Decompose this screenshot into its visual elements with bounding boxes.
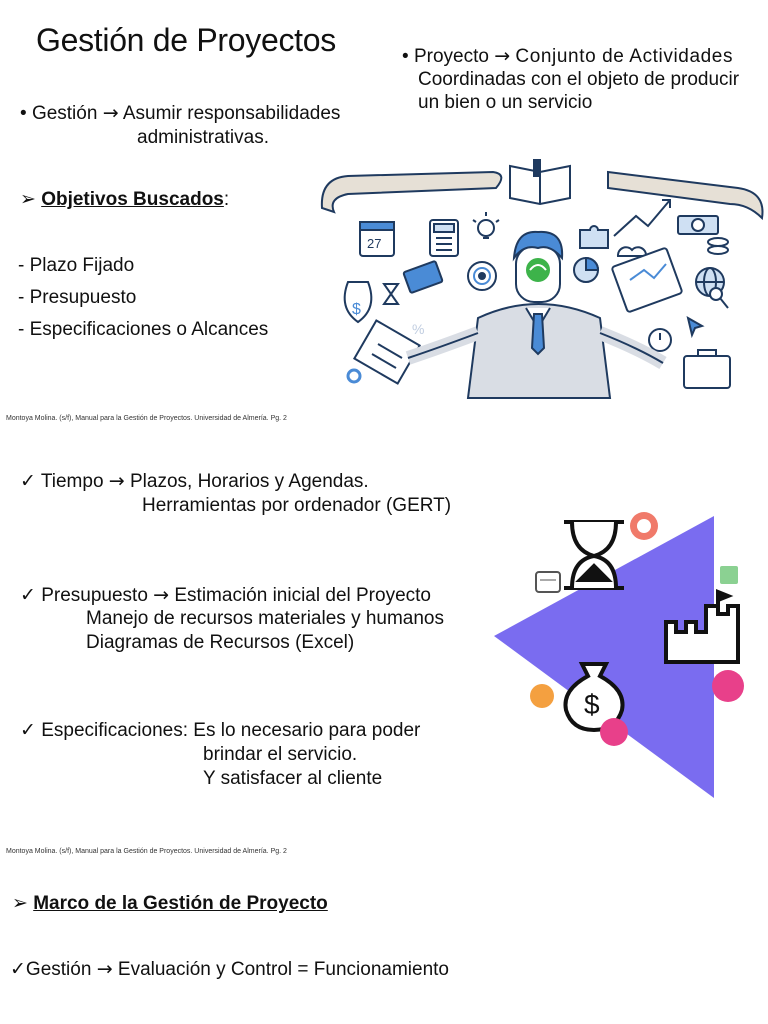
ribbon-left-icon: [322, 172, 501, 212]
gestion-control-item: [10, 957, 449, 982]
proyecto-def-line2: Coordinadas con el objeto de producir: [418, 69, 740, 90]
calendar-icon: [360, 222, 394, 256]
cloud-icon: [618, 247, 646, 256]
bullet: •: [20, 103, 27, 124]
gestion-control-def: Evaluación y Control = Funcionamiento: [117, 959, 449, 980]
tiempo-term: Tiempo: [40, 471, 104, 492]
objetivos-heading: [20, 188, 229, 212]
objetivos-item-label: Especificaciones o Alcances: [29, 319, 269, 340]
objetivos-item-label: Plazo Fijado: [29, 255, 135, 276]
manager-illustration: [318, 158, 768, 398]
dash: -: [18, 287, 25, 308]
dollar-bill-icon: [403, 261, 442, 293]
gestion-term: Gestión: [25, 959, 92, 980]
objetivos-item: [18, 254, 134, 278]
stopwatch-icon: [649, 329, 671, 351]
objetivos-item: [18, 318, 268, 342]
gestion-def-line2: administrativas.: [137, 127, 269, 148]
objetivos-item-label: Presupuesto: [29, 287, 137, 308]
proyecto-def-line3: un bien o un servicio: [418, 92, 593, 113]
presupuesto-line2: Manejo de recursos materiales y humanos: [86, 608, 445, 629]
money-stack-icon: [678, 216, 728, 254]
gear-icon: [348, 370, 360, 382]
tiempo-item: [20, 469, 369, 494]
page-title: Gestión de Proyectos: [36, 22, 336, 58]
proyecto-term: Proyecto: [413, 46, 489, 67]
lightbulb-icon: [473, 212, 499, 238]
check-icon: ✓: [20, 585, 36, 606]
bullet: •: [402, 46, 409, 67]
presupuesto-item: [20, 583, 431, 608]
cursor-icon: [688, 318, 702, 335]
checklist-icon: [720, 566, 738, 584]
calendar-day: 27: [367, 236, 382, 251]
book-icon: [510, 160, 570, 204]
pie-chart-icon: [574, 258, 598, 282]
tiempo-line1: Plazos, Horarios y Agendas.: [130, 471, 369, 492]
arrow-icon: →: [102, 102, 119, 124]
target-icon: [468, 262, 496, 290]
especificaciones-line3: Y satisfacer al cliente: [203, 768, 383, 789]
hourglass-icon: [564, 522, 624, 588]
especificaciones-line2: brindar el servicio.: [203, 744, 358, 765]
laptop-user-icon: [600, 718, 628, 746]
percent-icon: %: [412, 321, 425, 337]
especificaciones-line1: Es lo necesario para poder: [193, 720, 421, 741]
hourglass-icon: [384, 284, 398, 304]
marco-heading-text: Marco de la Gestión de Proyecto: [33, 893, 328, 914]
presenter-icon: [712, 670, 744, 702]
arrow-icon: →: [96, 958, 113, 980]
svg-text:$: $: [584, 689, 600, 720]
presupuesto-line3: Diagramas de Recursos (Excel): [86, 632, 355, 653]
dash: -: [18, 255, 25, 276]
objetivos-heading-text: Objetivos Buscados: [41, 189, 224, 210]
project-triangle-illustration: [492, 500, 762, 800]
trend-arrow-icon: [614, 200, 670, 236]
globe-icon: [696, 268, 728, 308]
check-icon: ✓: [10, 959, 26, 980]
gestion-term: Gestión: [31, 103, 98, 124]
marco-heading: [12, 892, 328, 916]
pointer-icon: ➢: [20, 189, 36, 210]
ribbon-right-icon: [608, 172, 763, 218]
dash: -: [18, 319, 25, 340]
presupuesto-line1: Estimación inicial del Proyecto: [174, 585, 431, 606]
proyecto-definition: [402, 44, 762, 69]
citation: Montoya Molina. (s/f), Manual para la Gestión de Proyectos. Universidad de Almería. Pg. 2: [6, 415, 287, 422]
briefcase-icon: [684, 350, 730, 388]
proyecto-def-line1: Conjunto de Actividades: [515, 46, 734, 67]
presupuesto-term: Presupuesto: [41, 585, 148, 606]
presentation-chart-icon: [612, 248, 683, 313]
tiempo-line2: Herramientas por ordenador (GERT): [142, 495, 452, 516]
citation: Montoya Molina. (s/f), Manual para la Gestión de Proyectos. Universidad de Almería. Pg. 2: [6, 848, 287, 855]
gestion-definition: [20, 101, 340, 126]
pointer-icon: ➢: [12, 893, 28, 914]
arrow-icon: →: [153, 584, 170, 606]
money-bag-icon: [345, 282, 372, 322]
puzzle-icon: [580, 226, 608, 248]
especificaciones-term: Especificaciones:: [41, 720, 188, 741]
svg-text:$: $: [352, 301, 361, 318]
calendar-small-icon: [536, 572, 560, 592]
arrow-icon: →: [494, 45, 511, 67]
objetivos-colon: :: [223, 189, 230, 210]
team-icon: [530, 684, 554, 708]
objetivos-item: [18, 286, 136, 310]
calculator-icon: [430, 220, 458, 256]
gestion-def-line1: Asumir responsabilidades: [122, 103, 341, 124]
especificaciones-item: [20, 719, 420, 743]
arrow-icon: →: [108, 470, 125, 492]
check-icon: ✓: [20, 720, 36, 741]
check-icon: ✓: [20, 471, 36, 492]
